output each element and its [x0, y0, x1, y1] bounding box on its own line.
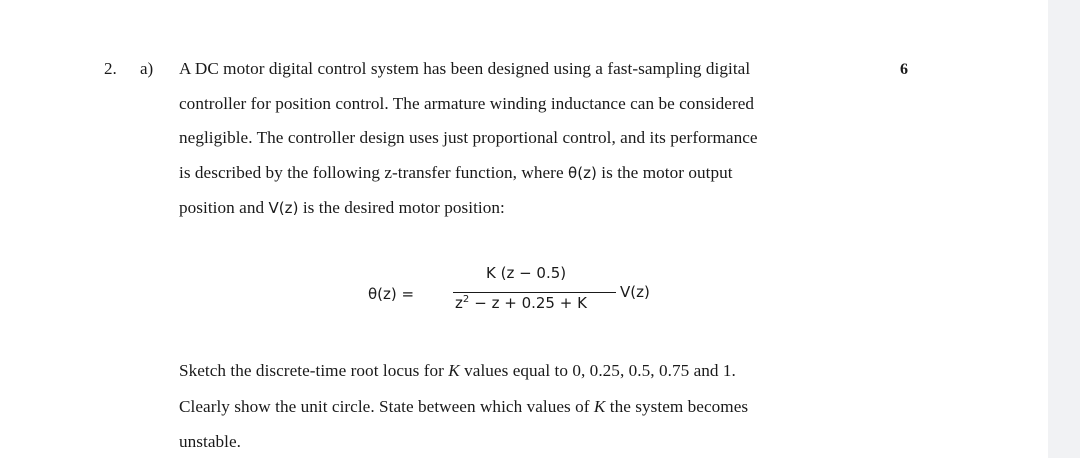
paragraph1-line-3: negligible. The controller design uses just proportional control, and its performance	[179, 128, 758, 147]
equation-numerator: K (z − 0.5)	[486, 264, 567, 282]
paragraph1-line-4: is described by the following z-transfer function, where θ(z) is the motor output	[179, 163, 733, 182]
paragraph2-line-3: unstable.	[179, 432, 242, 451]
right-side-panel	[1048, 0, 1080, 458]
v-z-symbol: V(z)	[268, 199, 299, 217]
question-part-label: a)	[140, 59, 154, 78]
paragraph1-line-2: controller for position control. The armature winding inductance can be considered	[179, 94, 755, 113]
equation-lhs: θ(z) =	[368, 285, 415, 303]
paragraph2-line-2: Clearly show the unit circle. State between which values of K the system becomes	[179, 397, 749, 416]
paragraph1-line-5: position and V(z) is the desired motor position:	[179, 198, 505, 217]
question-number: 2.	[104, 59, 117, 78]
k-symbol: K	[593, 397, 606, 416]
k-symbol: K	[448, 361, 460, 380]
paragraph2-line-1: Sketch the discrete-time root locus for K values equal to 0, 0.25, 0.5, 0.75 and 1.	[179, 361, 736, 380]
equation-rhs: V(z)	[620, 283, 650, 301]
theta-z-symbol: θ(z)	[567, 164, 597, 182]
paragraph1-line-1: A DC motor digital control system has been designed using a fast-sampling digital	[179, 59, 751, 78]
marks-value: 6	[900, 61, 908, 78]
equation-denominator: $z^2 - z + 0.25 + K$	[455, 294, 587, 312]
